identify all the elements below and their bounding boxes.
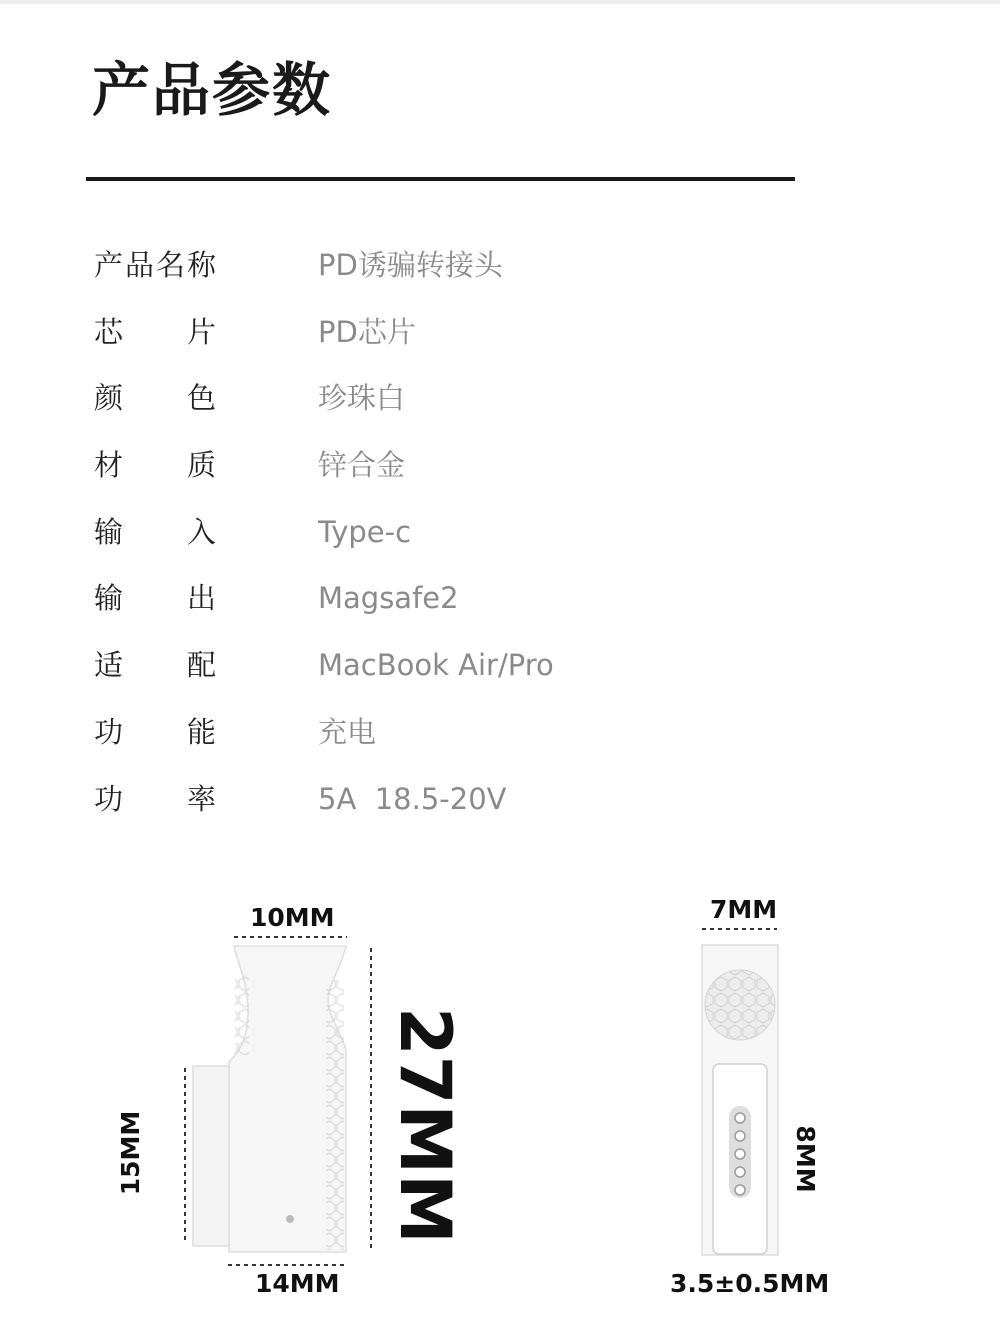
spec-label: 颜色 — [94, 381, 216, 416]
spec-value: 珍珠白 — [318, 381, 406, 416]
spec-value: 锌合金 — [318, 448, 406, 483]
spec-row-chip — [94, 310, 794, 377]
spec-table — [94, 243, 794, 843]
dim-front-width: 7MM — [710, 895, 778, 924]
dim-side-bottom-width: 14MM — [255, 1269, 340, 1298]
spec-label: 产品名称 — [94, 248, 216, 282]
spec-value: 充电 — [318, 714, 377, 749]
top-edge-line — [0, 0, 1000, 4]
page-title: 产品参数 — [92, 56, 333, 124]
spec-label: 芯片 — [94, 314, 216, 349]
dim-side-top-width: 10MM — [250, 903, 335, 932]
dim-front-connector-height: 8MM — [791, 1125, 820, 1193]
spec-value: MacBook Air/Pro — [318, 648, 554, 683]
spec-label: 功能 — [94, 714, 216, 749]
dim-side-plug-height: 15MM — [116, 1110, 145, 1196]
spec-row-material — [94, 443, 794, 510]
spec-value: Type-c — [318, 514, 412, 549]
spec-label: 功率 — [94, 781, 216, 816]
spec-row-input — [94, 510, 794, 577]
spec-value: 5A 18.5-20V — [318, 781, 507, 816]
spec-row-output — [94, 576, 794, 643]
spec-row-name — [94, 243, 794, 310]
title-divider — [86, 177, 795, 181]
spec-row-color — [94, 376, 794, 443]
spec-value: Magsafe2 — [318, 581, 459, 616]
spec-label: 适配 — [94, 648, 216, 683]
dim-side-height: 27MM — [384, 1007, 466, 1244]
spec-label: 材质 — [94, 448, 216, 483]
spec-value: PD诱骗转接头 — [318, 248, 503, 282]
spec-row-compat — [94, 643, 794, 710]
spec-value: PD芯片 — [318, 314, 416, 349]
dim-front-connector-width: 3.5±0.5MM — [670, 1269, 830, 1298]
spec-label: 输出 — [94, 581, 216, 616]
spec-label: 输入 — [94, 514, 216, 549]
spec-row-power — [94, 777, 794, 844]
spec-row-function — [94, 710, 794, 777]
